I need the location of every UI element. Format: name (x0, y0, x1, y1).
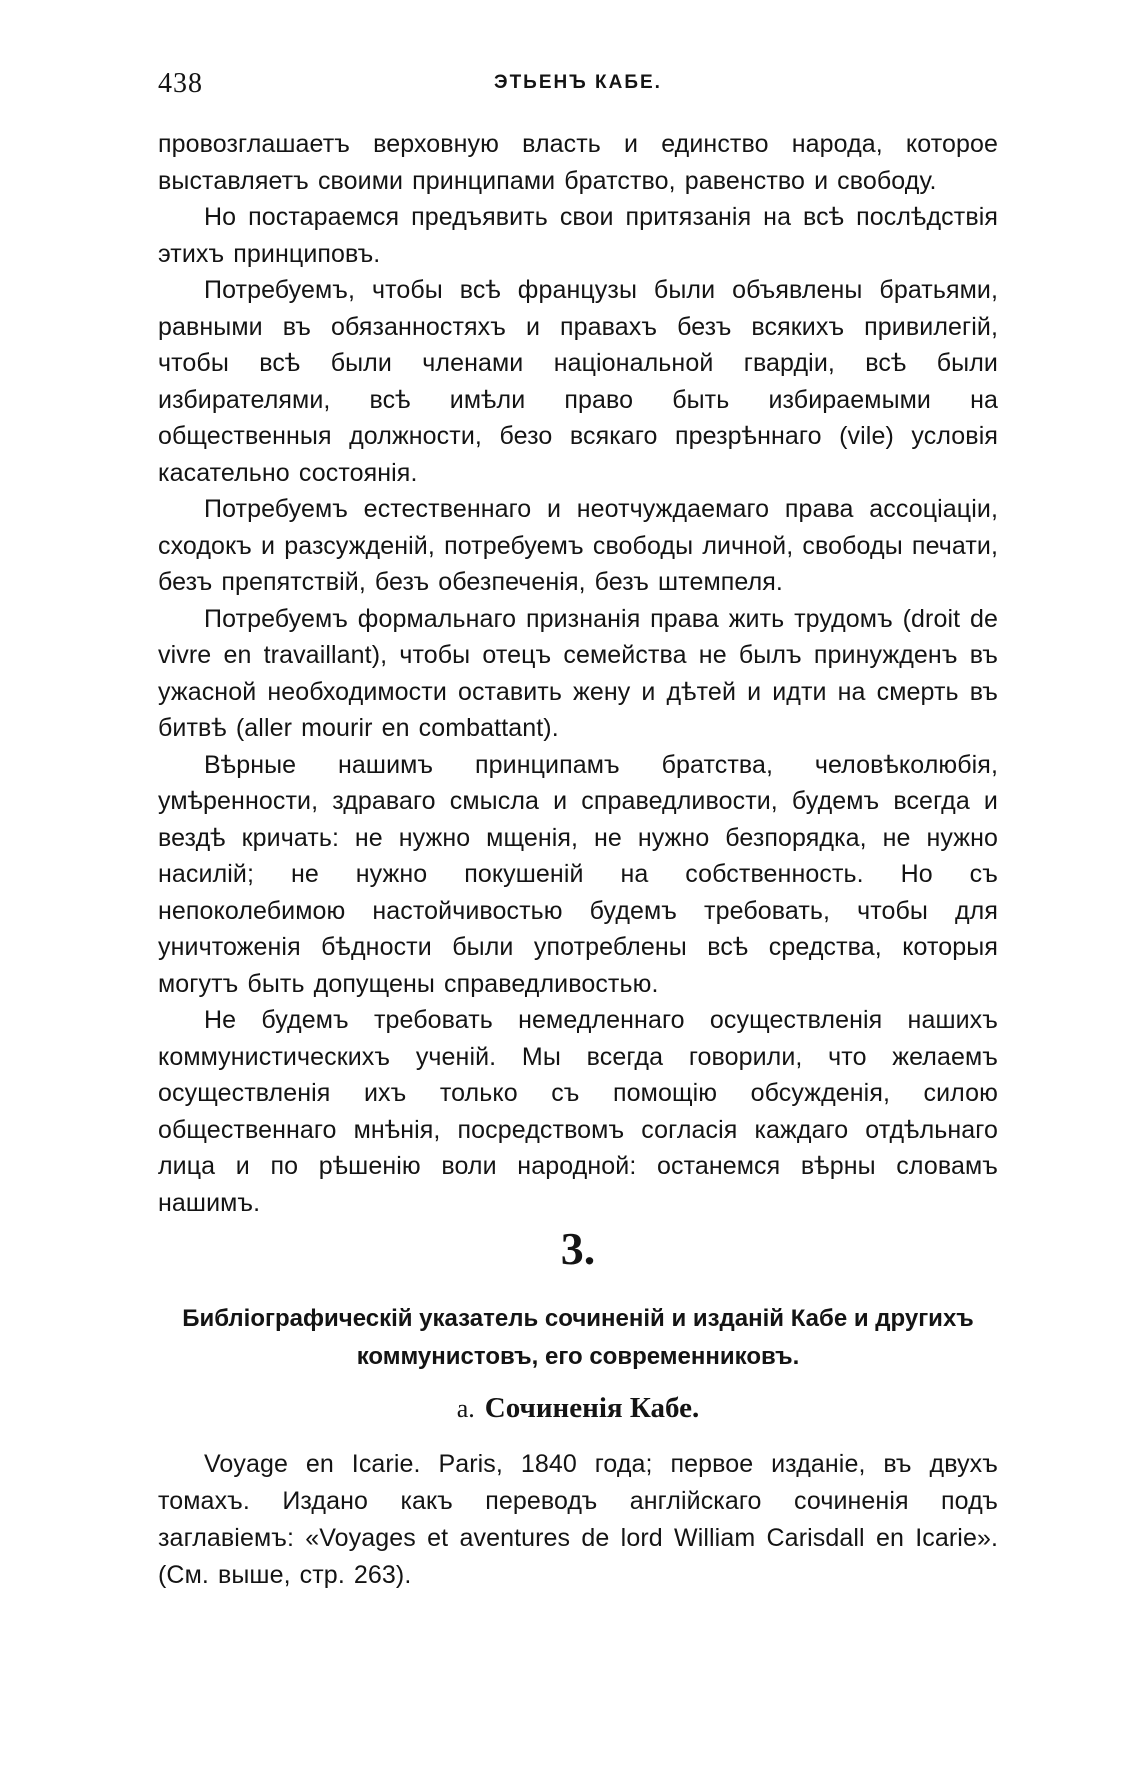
body-text (158, 126, 998, 1221)
subsection-heading (158, 1392, 998, 1425)
bibliography-entry: Voyage en Icarie. Paris, 1840 года; первое изданіе, въ двухъ томахъ. Издано какъ переводъ англійскаго сочиненія подъ заглавіемъ: «Voyages et aventures de lord William Carisdall en Icarie». (См. выше, стр. 263). (158, 1450, 998, 1589)
paragraph: Потребуемъ естественнаго и неотчуждаемаго права ассоціаціи, сходокъ и разсужденій, потребуемъ свободы личной, свободы печати, безъ препятствій, безъ обезпеченія, безъ штемпеля. (158, 495, 998, 596)
subsection-letter: а. (456, 1394, 475, 1423)
paragraph-continuation: провозглашаетъ верховную власть и единство народа, которое выставляетъ своими принципами братство, равенство и свободу. (158, 130, 998, 195)
paragraph: Потребуемъ формальнаго признанія права жить трудомъ (droit de vivre en travaillant), чтобы отецъ семейства не былъ принужденъ въ ужасной необходимости оставить жену и дѣтей и идти на смерть въ битвѣ (aller mourir en combattant). (158, 604, 998, 742)
running-title: ЭТЬЕНЪ КАБЕ. (494, 72, 662, 93)
page-number: 438 (158, 68, 203, 99)
paragraph: Но постараемся предъявить свои притязанія на всѣ послѣдствія этихъ принциповъ. (158, 203, 998, 268)
bibliography-list (158, 1446, 998, 1594)
running-head (158, 68, 998, 102)
paragraph: Вѣрные нашимъ принципамъ братства, человѣколюбія, умѣренности, здраваго смысла и справедливости, будемъ всегда и вездѣ кричать: не нужно мщенія, не нужно безпорядка, не нужно насилій; не нужно покушеній на собственность. Но съ непоколебимою настойчивостью будемъ требовать, чтобы для уничтоженія бѣдности были употреблены всѣ средства, которыя могутъ быть допущены справедливостью. (158, 750, 998, 998)
subsection-title: Сочиненія Кабе. (484, 1392, 700, 1424)
section-title: Библіографическій указатель сочиненій и изданій Кабе и другихъ коммунистовъ, его современниковъ. (182, 1305, 974, 1370)
section-number: 3. (560, 1223, 596, 1274)
paragraph: Потребуемъ, чтобы всѣ французы были объявлены братьями, равными въ обязанностяхъ и правахъ безъ всякихъ привилегій, чтобы всѣ были членами національной гвардіи, всѣ были избирателями, всѣ имѣли право быть избираемыми на общественныя должности, безо всякаго презрѣннаго (vile) условія касательно состоянія. (158, 276, 998, 487)
paragraph: Не будемъ требовать немедленнаго осуществленія нашихъ коммунистическихъ ученій. Мы всегда говорили, что желаемъ осуществленія ихъ только съ помощію обсужденія, силою общественнаго мнѣнія, посредствомъ согласія каждаго отдѣльнаго лица и по рѣшенію воли народной: останемся вѣрны словамъ нашимъ. (158, 1006, 998, 1217)
